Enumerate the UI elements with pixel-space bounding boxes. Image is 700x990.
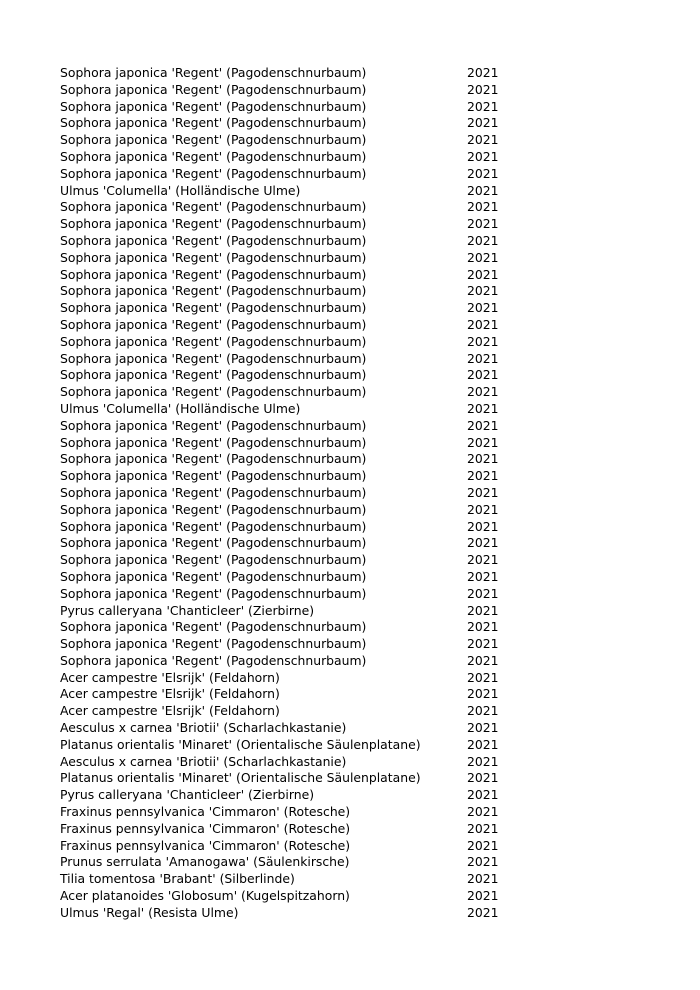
planting-year: 2021: [467, 468, 499, 484]
tree-species-name: Acer campestre 'Elsrijk' (Feldahorn): [60, 703, 280, 719]
planting-year: 2021: [467, 232, 499, 248]
planting-year: 2021: [467, 837, 499, 853]
list-item: [60, 535, 500, 552]
tree-species-name: Sophora japonica 'Regent' (Pagodenschnurbaum): [60, 434, 367, 450]
planting-year: 2021: [467, 820, 499, 836]
tree-species-name: Pyrus calleryana 'Chanticleer' (Zierbirne): [60, 602, 315, 618]
planting-year: 2021: [467, 165, 499, 181]
tree-species-name: Tilia tomentosa 'Brabant' (Silberlinde): [60, 871, 295, 887]
list-item: [60, 619, 500, 636]
planting-year: 2021: [467, 602, 499, 618]
tree-species-name: Sophora japonica 'Regent' (Pagodenschnurbaum): [60, 350, 367, 366]
list-item: [60, 468, 500, 485]
tree-species-name: Sophora japonica 'Regent' (Pagodenschnurbaum): [60, 300, 367, 316]
list-item: [60, 871, 500, 888]
list-item: [60, 905, 500, 922]
tree-species-name: Fraxinus pennsylvanica 'Cimmaron' (Rotesche): [60, 804, 351, 820]
planting-year: 2021: [467, 451, 499, 467]
list-item: [60, 519, 500, 536]
tree-species-name: Sophora japonica 'Regent' (Pagodenschnurbaum): [60, 652, 367, 668]
tree-species-name: Sophora japonica 'Regent' (Pagodenschnurbaum): [60, 585, 367, 601]
list-item: [60, 838, 500, 855]
planting-year: 2021: [467, 417, 499, 433]
list-item: [60, 821, 500, 838]
planting-year: 2021: [467, 367, 499, 383]
tree-species-name: Sophora japonica 'Regent' (Pagodenschnurbaum): [60, 568, 367, 584]
tree-species-name: Acer platanoides 'Globosum' (Kugelspitzahorn): [60, 888, 350, 904]
tree-species-name: Acer campestre 'Elsrijk' (Feldahorn): [60, 686, 280, 702]
list-item: [60, 300, 500, 317]
planting-year: 2021: [467, 148, 499, 164]
planting-year: 2021: [467, 249, 499, 265]
list-item: [60, 401, 500, 418]
tree-species-name: Sophora japonica 'Regent' (Pagodenschnurbaum): [60, 199, 367, 215]
planting-year: 2021: [467, 333, 499, 349]
planting-year: 2021: [467, 501, 499, 517]
tree-species-name: Sophora japonica 'Regent' (Pagodenschnurbaum): [60, 535, 367, 551]
tree-species-name: Fraxinus pennsylvanica 'Cimmaron' (Rotesche): [60, 820, 351, 836]
planting-year: 2021: [467, 669, 499, 685]
planting-year: 2021: [467, 753, 499, 769]
tree-species-name: Sophora japonica 'Regent' (Pagodenschnurbaum): [60, 65, 367, 80]
planting-year: 2021: [467, 434, 499, 450]
list-item: [60, 351, 500, 368]
tree-species-name: Sophora japonica 'Regent' (Pagodenschnurbaum): [60, 283, 367, 299]
planting-year: 2021: [467, 904, 499, 920]
list-item: [60, 854, 500, 871]
tree-species-name: Sophora japonica 'Regent' (Pagodenschnurbaum): [60, 619, 367, 635]
tree-species-name: Sophora japonica 'Regent' (Pagodenschnurbaum): [60, 636, 367, 652]
tree-species-name: Sophora japonica 'Regent' (Pagodenschnurbaum): [60, 216, 367, 232]
list-item: [60, 770, 500, 787]
planting-year: 2021: [467, 384, 499, 400]
list-item: [60, 653, 500, 670]
tree-species-name: Sophora japonica 'Regent' (Pagodenschnurbaum): [60, 148, 367, 164]
list-item: [60, 754, 500, 771]
tree-species-name: Sophora japonica 'Regent' (Pagodenschnurbaum): [60, 98, 367, 114]
list-item: [60, 720, 500, 737]
list-item: [60, 703, 500, 720]
list-item: [60, 586, 500, 603]
list-item: [60, 485, 500, 502]
planting-year: 2021: [467, 115, 499, 131]
list-item: [60, 132, 500, 149]
tree-species-name: Sophora japonica 'Regent' (Pagodenschnurbaum): [60, 81, 367, 97]
planting-year: 2021: [467, 652, 499, 668]
tree-species-name: Platanus orientalis 'Minaret' (Orientalische Säulenplatane): [60, 770, 421, 786]
tree-species-name: Pyrus calleryana 'Chanticleer' (Zierbirne): [60, 787, 315, 803]
planting-year: 2021: [467, 585, 499, 601]
planting-year: 2021: [467, 619, 499, 635]
list-item: [60, 367, 500, 384]
tree-species-name: Sophora japonica 'Regent' (Pagodenschnurbaum): [60, 115, 367, 131]
planting-year: 2021: [467, 636, 499, 652]
list-item: [60, 603, 500, 620]
list-item: [60, 804, 500, 821]
planting-year: 2021: [467, 300, 499, 316]
tree-species-name: Sophora japonica 'Regent' (Pagodenschnurbaum): [60, 484, 367, 500]
planting-year: 2021: [467, 888, 499, 904]
planting-year: 2021: [467, 81, 499, 97]
tree-species-name: Sophora japonica 'Regent' (Pagodenschnurbaum): [60, 552, 367, 568]
list-item: [60, 82, 500, 99]
planting-year: 2021: [467, 518, 499, 534]
planting-year: 2021: [467, 350, 499, 366]
planting-year: 2021: [467, 568, 499, 584]
list-item: [60, 435, 500, 452]
list-item: [60, 686, 500, 703]
planting-year: 2021: [467, 132, 499, 148]
list-item: [60, 569, 500, 586]
list-item: [60, 334, 500, 351]
list-item: [60, 787, 500, 804]
list-item: [60, 418, 500, 435]
list-item: [60, 183, 500, 200]
tree-species-name: Aesculus x carnea 'Briotii' (Scharlachkastanie): [60, 720, 347, 736]
planting-year: 2021: [467, 266, 499, 282]
tree-species-name: Sophora japonica 'Regent' (Pagodenschnurbaum): [60, 367, 367, 383]
list-item: [60, 65, 500, 82]
list-item: [60, 267, 500, 284]
list-item: [60, 115, 500, 132]
list-item: [60, 166, 500, 183]
list-item: [60, 99, 500, 116]
tree-species-name: Ulmus 'Regal' (Resista Ulme): [60, 904, 239, 920]
planting-year: 2021: [467, 98, 499, 114]
list-item: [60, 636, 500, 653]
planting-year: 2021: [467, 804, 499, 820]
list-item: [60, 149, 500, 166]
planting-year: 2021: [467, 316, 499, 332]
planting-year: 2021: [467, 65, 499, 80]
tree-species-name: Sophora japonica 'Regent' (Pagodenschnurbaum): [60, 518, 367, 534]
tree-species-name: Aesculus x carnea 'Briotii' (Scharlachkastanie): [60, 753, 347, 769]
tree-species-name: Acer campestre 'Elsrijk' (Feldahorn): [60, 669, 280, 685]
planting-year: 2021: [467, 770, 499, 786]
tree-species-name: Sophora japonica 'Regent' (Pagodenschnurbaum): [60, 384, 367, 400]
list-item: [60, 317, 500, 334]
planting-year: 2021: [467, 871, 499, 887]
planting-year: 2021: [467, 199, 499, 215]
list-item: [60, 233, 500, 250]
planting-year: 2021: [467, 720, 499, 736]
tree-species-name: Sophora japonica 'Regent' (Pagodenschnurbaum): [60, 266, 367, 282]
tree-species-name: Platanus orientalis 'Minaret' (Orientalische Säulenplatane): [60, 736, 421, 752]
tree-species-name: Sophora japonica 'Regent' (Pagodenschnurbaum): [60, 468, 367, 484]
tree-species-name: Sophora japonica 'Regent' (Pagodenschnurbaum): [60, 132, 367, 148]
list-item: [60, 250, 500, 267]
planting-year: 2021: [467, 484, 499, 500]
planting-year: 2021: [467, 686, 499, 702]
list-item: [60, 888, 500, 905]
tree-list: [60, 65, 500, 922]
tree-species-name: Sophora japonica 'Regent' (Pagodenschnurbaum): [60, 249, 367, 265]
list-item: [60, 451, 500, 468]
tree-species-name: Sophora japonica 'Regent' (Pagodenschnurbaum): [60, 333, 367, 349]
list-item: [60, 737, 500, 754]
planting-year: 2021: [467, 283, 499, 299]
tree-species-name: Sophora japonica 'Regent' (Pagodenschnurbaum): [60, 501, 367, 517]
list-item: [60, 384, 500, 401]
tree-species-name: Fraxinus pennsylvanica 'Cimmaron' (Rotesche): [60, 837, 351, 853]
tree-species-name: Sophora japonica 'Regent' (Pagodenschnurbaum): [60, 417, 367, 433]
planting-year: 2021: [467, 182, 499, 198]
tree-species-name: Prunus serrulata 'Amanogawa' (Säulenkirsche): [60, 854, 350, 870]
planting-year: 2021: [467, 535, 499, 551]
list-item: [60, 552, 500, 569]
list-item: [60, 199, 500, 216]
planting-year: 2021: [467, 216, 499, 232]
tree-species-name: Sophora japonica 'Regent' (Pagodenschnurbaum): [60, 165, 367, 181]
tree-species-name: Ulmus 'Columella' (Holländische Ulme): [60, 400, 301, 416]
planting-year: 2021: [467, 854, 499, 870]
tree-species-name: Sophora japonica 'Regent' (Pagodenschnurbaum): [60, 316, 367, 332]
planting-year: 2021: [467, 787, 499, 803]
tree-species-name: Sophora japonica 'Regent' (Pagodenschnurbaum): [60, 232, 367, 248]
list-item: [60, 283, 500, 300]
list-item: [60, 502, 500, 519]
tree-species-name: Sophora japonica 'Regent' (Pagodenschnurbaum): [60, 451, 367, 467]
planting-year: 2021: [467, 400, 499, 416]
tree-species-name: Ulmus 'Columella' (Holländische Ulme): [60, 182, 301, 198]
planting-year: 2021: [467, 703, 499, 719]
planting-year: 2021: [467, 552, 499, 568]
planting-year: 2021: [467, 736, 499, 752]
list-item: [60, 670, 500, 687]
list-item: [60, 216, 500, 233]
